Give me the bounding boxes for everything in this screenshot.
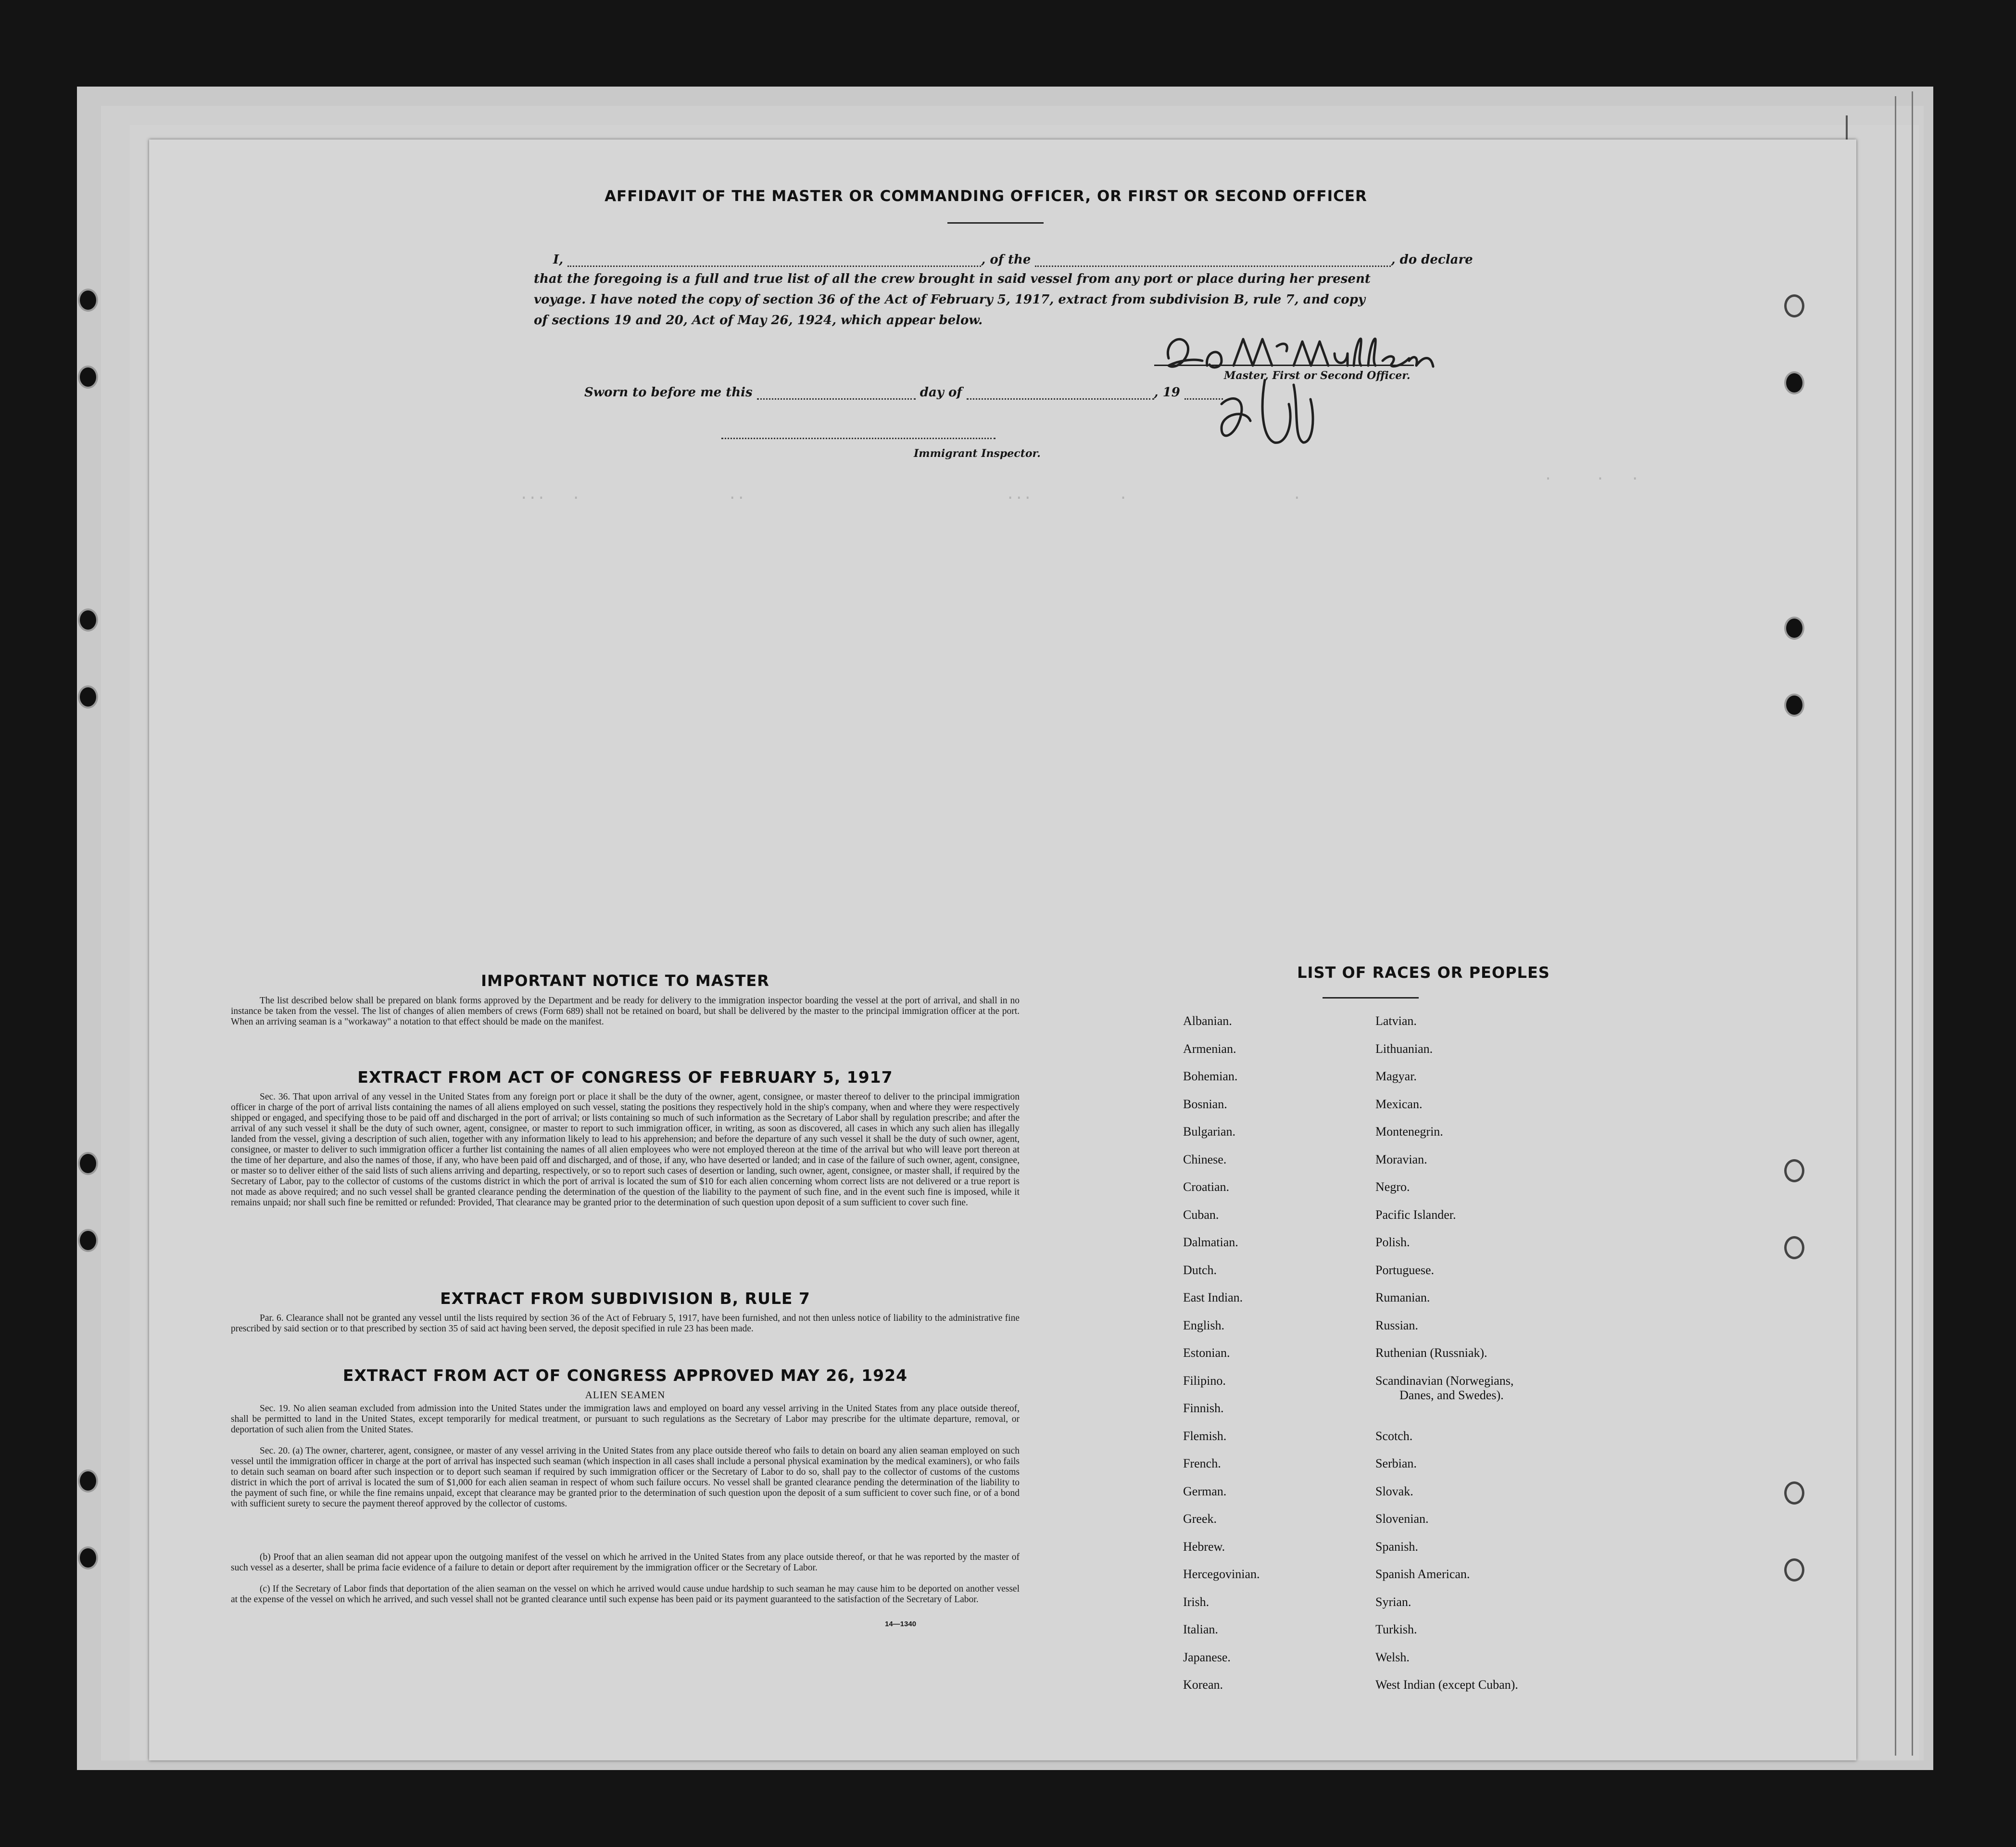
- sworn-prefix: Sworn to before me this: [584, 385, 753, 400]
- race-entry: English.: [1183, 1318, 1224, 1332]
- race-entry: Slovak.: [1375, 1484, 1413, 1498]
- binder-hole: [1784, 294, 1804, 317]
- signature-caption: Master, First or Second Officer.: [1224, 369, 1411, 382]
- binder-hole: [78, 366, 98, 389]
- title-rule: [947, 222, 1044, 224]
- of-the-text: , of the: [981, 253, 1031, 267]
- race-entry: Welsh.: [1375, 1650, 1410, 1664]
- sheet-edge: [1895, 96, 1896, 1756]
- sworn-day-blank: [757, 384, 916, 400]
- race-entry: Flemish.: [1183, 1429, 1227, 1443]
- race-entry: Pacific Islander.: [1375, 1207, 1456, 1222]
- race-entry: Korean.: [1183, 1678, 1223, 1692]
- race-entry: Mexican.: [1375, 1097, 1423, 1111]
- race-entry: East Indian.: [1183, 1290, 1243, 1304]
- race-entry: Bohemian.: [1183, 1069, 1238, 1083]
- binder-hole: [78, 1546, 98, 1569]
- race-entry: Scotch.: [1375, 1429, 1413, 1443]
- race-entry: French.: [1183, 1456, 1221, 1470]
- binder-hole: [78, 289, 98, 312]
- race-entry: Bulgarian.: [1183, 1125, 1236, 1139]
- race-entry: Spanish American.: [1375, 1567, 1470, 1581]
- extract-1924-sec19: Sec. 19. No alien seaman excluded from admission into the United States under the immigration laws and employed on board any vessel arriving in the United States from any place outside thereof, shall be permitted to land in the United States, except temporarily for medical treatment, or pursuant to such regulations as the Secretary of Labor may prescribe for the ultimate departure, removal, or deportation of such alien from the United States.: [231, 1404, 1020, 1435]
- sworn-day-of: day of: [920, 385, 962, 400]
- inspector-signature-blank: [721, 438, 995, 439]
- inspector-caption: Immigrant Inspector.: [914, 447, 1041, 460]
- declare-text: , do declare: [1391, 253, 1473, 267]
- race-entry: Moravian.: [1375, 1152, 1427, 1166]
- race-entry: German.: [1183, 1484, 1227, 1498]
- race-entry: Rumanian.: [1375, 1290, 1430, 1304]
- race-entry: Greek.: [1183, 1512, 1217, 1526]
- binder-hole: [78, 1469, 98, 1493]
- binder-hole: [78, 685, 98, 708]
- binder-hole: [1784, 617, 1804, 640]
- bleed-through: . . .: [1544, 467, 1639, 483]
- race-entry: Albanian.: [1183, 1014, 1232, 1028]
- race-entry: Croatian.: [1183, 1180, 1230, 1194]
- extract-1917-title: EXTRACT FROM ACT OF CONGRESS OF FEBRUARY 5, 1917: [357, 1068, 893, 1087]
- race-entry: Finnish.: [1183, 1401, 1224, 1415]
- extract-rule7-title: EXTRACT FROM SUBDIVISION B, RULE 7: [440, 1289, 810, 1308]
- binder-hole: [1784, 1481, 1804, 1505]
- race-entry: Irish.: [1183, 1594, 1210, 1609]
- race-entry: Syrian.: [1375, 1594, 1411, 1609]
- binder-hole: [1784, 694, 1804, 717]
- vessel-name-blank: [1035, 251, 1391, 267]
- form-number: 14—1340: [885, 1620, 917, 1628]
- notice-title: IMPORTANT NOTICE TO MASTER: [481, 972, 769, 990]
- races-title-rule: [1323, 997, 1419, 999]
- binder-hole: [78, 608, 98, 632]
- race-entry: West Indian (except Cuban).: [1375, 1678, 1518, 1692]
- race-entry: Magyar.: [1375, 1069, 1417, 1083]
- race-entry: Dalmatian.: [1183, 1235, 1238, 1249]
- race-entry: Italian.: [1183, 1622, 1218, 1636]
- signature-line: [1154, 365, 1414, 366]
- affidavit-line-3: voyage. I have noted the copy of section 36 of the Act of February 5, 1917, extract from subdivision B, rule 7, and copy: [534, 292, 1366, 307]
- race-entry: Scandinavian (Norwegians,: [1375, 1373, 1514, 1388]
- extract-1917-body: Sec. 36. That upon arrival of any vessel in the United States from any foreign port or place it shall be the duty of the owner, agent, consignee, or master thereof to deliver to the principal immigration officer in charge of the port of arrival lists containing the names of all aliens employed on such vessel, stating the positions they respectively hold in the ship's company, when and where they were respectively shipped or engaged, and specifying those to be paid off and discharged in the port of arrival; or lists containing so much of such information as the Secretary of Labor shall by regulation prescribe; and after the arrival of any such vessel it shall be the duty of such owner, agent, consignee, or master to report to such immigration officer, in writing, as soon as discovered, all cases in which any such alien has illegally landed from the vessel, giving a description of such alien, together with any information likely to lead to his apprehension; and before the departure of any such vessel it shall be the duty of such owner, agent, consignee, or master to deliver to such immigration officer a further list containing the names of all alien employees who were not employed thereon at the time of the arrival but who will leave port thereon at the time of her departure, and also the names of those, if any, who have been paid off and discharged, and of those, if any, who have deserted or landed; and in case of the failure of such owner, agent, consignee, or master so to deliver either of the said lists of such aliens arriving and departing, respectively, or so to report such cases of desertion or landing, such owner, agent, consignee, or master shall, if required by the Secretary of Labor, pay to the collector of customs of the customs district in which the port of arrival is located the sum of $10 for each alien concerning whom correct lists are not delivered or a true report is not made as above required; and no such vessel shall be granted clearance pending the determination of the question of the liability to the payment of such fine, and in the event such fine is imposed, while it remains unpaid; nor shall such fine be remitted or refunded: Provided, That clearance may be granted prior to the determination of such question upon deposit of a sum sufficient to cover such fine.: [231, 1092, 1020, 1208]
- declarant-prefix: I,: [553, 253, 564, 267]
- race-entry: Chinese.: [1183, 1152, 1227, 1166]
- race-entry: Turkish.: [1375, 1622, 1417, 1636]
- declarant-name-blank: [567, 251, 981, 267]
- race-entry: Negro.: [1375, 1180, 1410, 1194]
- race-entry: Ruthenian (Russniak).: [1375, 1346, 1487, 1360]
- race-entry: Spanish.: [1375, 1539, 1418, 1554]
- sworn-line: [584, 384, 1223, 400]
- extract-1924-title: EXTRACT FROM ACT OF CONGRESS APPROVED MAY 26, 1924: [342, 1366, 908, 1385]
- race-entry: Cuban.: [1183, 1207, 1219, 1222]
- race-entry: Estonian.: [1183, 1346, 1230, 1360]
- binder-hole: [78, 1152, 98, 1175]
- race-entry: Filipino.: [1183, 1373, 1226, 1388]
- binder-hole: [1784, 1236, 1804, 1259]
- sworn-year-blank: [1184, 384, 1223, 400]
- race-entry: Latvian.: [1375, 1014, 1417, 1028]
- affidavit-line-1: [553, 251, 1611, 267]
- affidavit-title: AFFIDAVIT OF THE MASTER OR COMMANDING OFFICER, OR FIRST OR SECOND OFFICER: [605, 188, 1367, 205]
- race-entry: Lithuanian.: [1375, 1041, 1433, 1056]
- bleed-through: ... . .. ... . .: [207, 486, 1301, 503]
- affidavit-line-4: of sections 19 and 20, Act of May 26, 1924, which appear below.: [534, 313, 983, 328]
- binder-hole: [1784, 1159, 1804, 1182]
- binder-hole: [78, 1229, 98, 1252]
- race-entry: Hebrew.: [1183, 1539, 1225, 1554]
- race-entry: Slovenian.: [1375, 1512, 1429, 1526]
- race-entry: Armenian.: [1183, 1041, 1236, 1056]
- race-entry: Serbian.: [1375, 1456, 1417, 1470]
- extract-1924-sec20a: Sec. 20. (a) The owner, charterer, agent, consignee, or master of any vessel arriving in the United States from any place outside thereof who fails to detain on board any alien seaman employed on such vessel until the immigration officer in charge at the port of arrival has inspected such seaman (which inspection in all cases shall include a personal physical examination by the medical examiners), or who fails to detain such seaman on board after such inspection or to deport such seaman if required by such immigration officer or the Secretary of Labor to do so, shall pay to the collector of customs of the customs district in which the port of arrival is located the sum of $1,000 for each alien seaman in respect of whom such failure occurs. No vessel shall be granted clearance pending the determination of the liability to the payment of such fine, or while the fine remains unpaid, except that clearance may be granted prior to the determination of such question upon the deposit of a sum sufficient to cover such fine, or of a bond with sufficient surety to secure the payment thereof approved by the collector of customs.: [231, 1446, 1020, 1509]
- race-entry-continuation: Danes, and Swedes).: [1399, 1388, 1504, 1402]
- race-entry: Montenegrin.: [1375, 1125, 1443, 1139]
- race-entry: Dutch.: [1183, 1263, 1217, 1277]
- extract-rule7-body: Par. 6. Clearance shall not be granted any vessel until the lists required by section 36 of the Act of February 5, 1917, have been furnished, and not then unless notice of liability to the administrative fine prescribed by said section or to that prescribed by section 35 of said act having been served, the deposit specified in rule 23 has been made.: [231, 1313, 1020, 1334]
- binder-hole: [1784, 1558, 1804, 1581]
- race-entry: Hercegovinian.: [1183, 1567, 1260, 1581]
- race-entry: Russian.: [1375, 1318, 1418, 1332]
- sworn-month-blank: [967, 384, 1154, 400]
- sworn-year: , 19: [1154, 385, 1180, 400]
- race-entry: Japanese.: [1183, 1650, 1231, 1664]
- extract-1924-sec20b: (b) Proof that an alien seaman did not appear upon the outgoing manifest of the vessel on which he arrived in the United States from any place outside thereof, or that he was reported by the master of such vessel as a deserter, shall be prima facie evidence of a failure to detain or deport after requirement by the immigration officer or the Secretary of Labor.: [231, 1552, 1020, 1573]
- manifest-page: [149, 139, 1856, 1760]
- affidavit-line-2: that the foregoing is a full and true list of all the crew brought in said vessel from any port or place during her present: [534, 272, 1371, 286]
- races-title: LIST OF RACES OR PEOPLES: [1297, 963, 1550, 982]
- extract-1924-subtitle: ALIEN SEAMEN: [585, 1389, 666, 1401]
- extract-1924-sec20c: (c) If the Secretary of Labor finds that deportation of the alien seaman on the vessel on which he arrived would cause undue hardship to such seaman he may cause him to be deported on another vessel at the expense of the vessel on which he arrived, and such vessel shall not be granted clearance until such expense has been paid or its payment guaranteed to the satisfaction of the Secretary of Labor.: [231, 1584, 1020, 1605]
- race-entry: Bosnian.: [1183, 1097, 1227, 1111]
- race-entry: Polish.: [1375, 1235, 1410, 1249]
- sheet-edge: [1912, 91, 1913, 1756]
- binder-hole: [1784, 371, 1804, 394]
- race-entry: Portuguese.: [1375, 1263, 1435, 1277]
- notice-body: The list described below shall be prepared on blank forms approved by the Department and be ready for delivery to the immigration inspector boarding the vessel at the port of arrival, and shall in no instance be taken from the vessel. The list of changes of alien members of crews (Form 689) shall not be retained on board, but shall be delivered by the master to the principal immigration officer at the port. When an arriving seaman is a "workaway" a notation to that effect should be made on the manifest.: [231, 996, 1020, 1027]
